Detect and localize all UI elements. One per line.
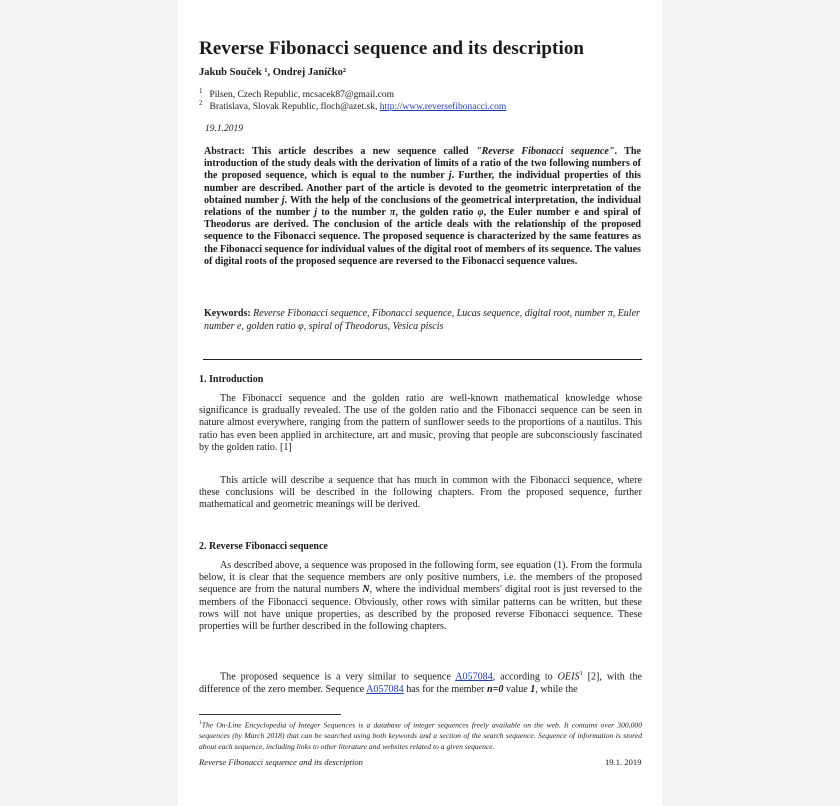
symbol-j: j (314, 207, 318, 219)
member-index: n=0 (486, 683, 504, 695)
symbol-natural-numbers: N (362, 584, 370, 596)
paragraph-text: As described above, a sequence was proposed in the following form, see equation (1). From the formula below, it is clear that the sequence members are only positive numbers, i.e. the members of the proposed sequence are from the natural numbers (199, 560, 642, 596)
keywords (204, 308, 641, 333)
publication-date: 19.1.2019 (205, 124, 243, 134)
paragraph-text: , where the individual members' digital root is just reversed to the members of the Fibonacci sequence. Obviously, other rows with similar patterns can be written, but these rows will not have unique properties, as described by the proposed reverse Fibonacci sequence. These properties will be further described in the following chapters. (199, 584, 642, 633)
sequence-link-a057084[interactable]: A057084 (455, 671, 493, 683)
section2-paragraph-1 (199, 560, 642, 633)
paragraph-text: The Fibonacci sequence and the golden ratio are well-known mathematical knowledge whose significance is gradually revealed. The use of the golden ratio and the Fibonacci sequence can be seen in nature almost everywhere, ranging from the pattern of sunflower seeds to the proportions of a nautilus. This ratio has even been applied in architecture, art and music, proving that people are subconsciously fascinated by the golden ratio. [1] (199, 393, 642, 453)
paragraph-text: has for the member (403, 683, 487, 695)
intro-paragraph-1 (199, 393, 642, 454)
abstract-text: , the golden ratio (395, 207, 478, 219)
paragraph-text: , while the (535, 683, 578, 695)
paper-title: Reverse Fibonacci sequence and its description (199, 38, 585, 59)
affiliation-text: Bratislava, Slovak Republic, floch@azet.sk, (209, 102, 380, 113)
paragraph-text: [2], with the difference of the zero member. Sequence (199, 671, 642, 695)
abstract-text: . Further, the individual properties of this number are described. Another part of the article is devoted to the geometric interpretation of the obtained number (204, 170, 641, 206)
abstract-quoted-name: "Reverse Fibonacci sequence" (475, 146, 615, 157)
symbol-phi: φ (477, 207, 484, 219)
footnote-mark: 1 (199, 720, 202, 726)
paragraph-text: value (503, 683, 531, 695)
sequence-link-a057084[interactable]: A057084 (366, 683, 404, 695)
website-link[interactable]: http://www.reversefibonacci.com (379, 102, 507, 113)
abstract-text: . With the help of the conclusions of the geometrical interpretation, the individual relations of the number (204, 194, 641, 219)
paragraph-text: The proposed sequence is a very similar to sequence (220, 671, 456, 683)
keywords-label: Keywords: (204, 308, 251, 319)
paragraph-text: , according to (492, 671, 558, 683)
footnote-text: The On-Line Encyclopedia of Integer Sequences is a database of integer sequences freely available on the web. It contains over 300,000 sequences (by March 2018) that can be searched using both keywords and a section of the search sequence. Sequence of information is stored about each sequence, including links to other literature and websites related to a given sequence. (199, 720, 642, 751)
affiliation-mark: 1 (199, 87, 203, 95)
paragraph-text: This article will describe a sequence that has much in common with the Fibonacci sequence, where these conclusions will be described in the following chapters. From the proposed sequence, further mathematical and geometric meanings will be derived. (199, 475, 642, 511)
section-heading-introduction: 1. Introduction (199, 374, 264, 385)
author-list: Jakub Souček ¹, Ondrej Janíčko² (199, 67, 347, 78)
keywords-text: Reverse Fibonacci sequence, Fibonacci sequence, Lucas sequence, digital root, number π, Euler number e, golden ratio φ, spiral of Theodorus, Vesica piscis (204, 308, 640, 332)
affiliation-text: Pilsen, Czech Republic, mcsacek87@gmail.com (209, 90, 394, 101)
footnote-marker: 1 (579, 670, 583, 677)
affiliation-2 (199, 99, 506, 112)
abstract-text: Abstract: This article describes a new sequence called (204, 146, 476, 157)
footer-title: Reverse Fibonacci sequence and its description (199, 757, 363, 767)
footer-date: 19.1. 2019 (605, 757, 642, 767)
symbol-pi: π (389, 207, 396, 219)
symbol-j: j (448, 170, 452, 182)
affiliation-mark: 2 (199, 99, 203, 107)
section2-paragraph-2 (199, 668, 642, 696)
intro-paragraph-2 (199, 475, 642, 512)
oeis-reference: OEIS (557, 671, 580, 683)
section-heading-reverse-fibonacci: 2. Reverse Fibonacci sequence (199, 541, 328, 552)
abstract-text: , the Euler number e and spiral of Theodorus are derived. The conclusion of the article deals with the relationship of the proposed sequence to the Fibonacci sequence. The proposed sequence is characterized by the same features as the Fibonacci sequence for individual values of the digital root of members of its sequence. The values of digital roots of the proposed sequence are reversed to the Fibonacci sequence values. (204, 207, 642, 267)
member-value: 1 (530, 683, 536, 695)
abstract-text: . The introduction of the study deals with the derivation of limits of a ratio of the two following numbers of the proposed sequence, which is equal to the number (204, 146, 641, 182)
section-divider (203, 359, 642, 360)
footnote-separator (199, 714, 341, 715)
abstract (204, 146, 641, 268)
symbol-j: j (281, 194, 285, 206)
footnote (199, 718, 642, 752)
abstract-text: to the number (317, 207, 390, 219)
